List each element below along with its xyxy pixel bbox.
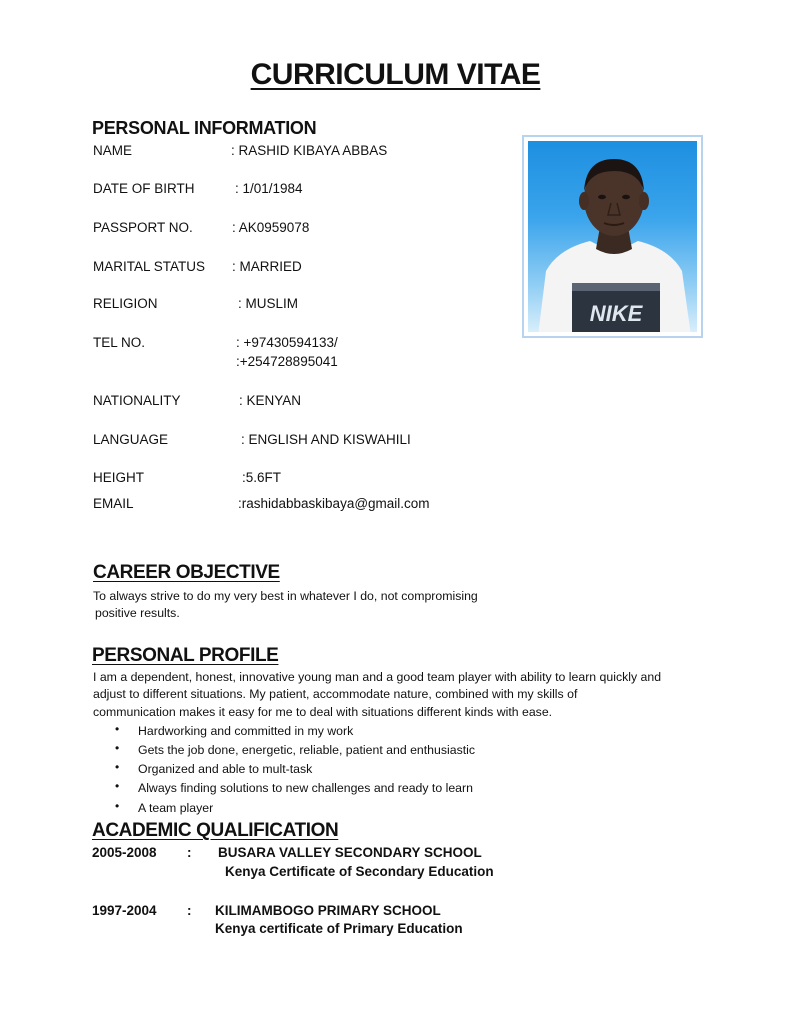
religion-label: RELIGION [93, 296, 158, 311]
profile-photo [522, 135, 703, 338]
career-objective-line-2: positive results. [95, 606, 180, 620]
name-value: : RASHID KIBAYA ABBAS [231, 143, 388, 158]
language-value: : ENGLISH AND KISWAHILI [241, 432, 411, 447]
bullet-icon: • [115, 760, 120, 774]
passport-label: PASSPORT NO. [93, 220, 193, 235]
education-certificate: Kenya certificate of Primary Education [215, 921, 463, 936]
academic-qualification-heading: ACADEMIC QUALIFICATION [92, 820, 339, 841]
passport-value: : AK0959078 [232, 220, 310, 235]
education-years: 2005-2008 [92, 845, 157, 860]
marital-status-label: MARITAL STATUS [93, 259, 206, 274]
email-value: :rashidabbaskibaya@gmail.com [238, 496, 430, 511]
height-label: HEIGHT [93, 470, 145, 485]
nationality-value: : KENYAN [239, 393, 302, 408]
education-separator: : [187, 903, 192, 918]
dob-label: DATE OF BIRTH [93, 181, 195, 196]
list-item: Organized and able to mult-task [138, 762, 313, 776]
dob-value: : 1/01/1984 [235, 181, 303, 196]
profile-line-3: communication makes it easy for me to deal with situations different kinds with ease. [93, 705, 553, 719]
nationality-label: NATIONALITY [93, 393, 181, 408]
personal-profile-heading: PERSONAL PROFILE [92, 645, 279, 666]
education-certificate: Kenya Certificate of Secondary Education [225, 864, 494, 879]
email-label: EMAIL [93, 496, 134, 511]
profile-line-2: adjust to different situations. My patient, accommodate nature, combined with my skills of [93, 687, 578, 701]
tel-label: TEL NO. [93, 335, 146, 350]
list-item: Gets the job done, energetic, reliable, patient and enthusiastic [138, 743, 476, 757]
name-label: NAME [93, 143, 133, 158]
religion-value: : MUSLIM [238, 296, 299, 311]
career-objective-heading: CAREER OBJECTIVE [93, 562, 280, 583]
language-label: LANGUAGE [93, 432, 169, 447]
marital-status-value: : MARRIED [232, 259, 302, 274]
height-value: :5.6FT [242, 470, 282, 485]
list-item: A team player [138, 801, 214, 815]
bullet-icon: • [115, 799, 120, 813]
education-school: KILIMAMBOGO PRIMARY SCHOOL [215, 903, 441, 918]
education-school: BUSARA VALLEY SECONDARY SCHOOL [218, 845, 482, 860]
personal-info-heading: PERSONAL INFORMATION [92, 118, 317, 138]
list-item: Hardworking and committed in my work [138, 724, 354, 738]
person-silhouette-icon [528, 141, 697, 332]
profile-line-1: I am a dependent, honest, innovative young man and a good team player with ability to learn quickly and [93, 670, 662, 684]
tel-value-1: : +97430594133/ [236, 335, 338, 350]
list-item: Always finding solutions to new challenges and ready to learn [138, 781, 473, 795]
bullet-icon: • [115, 741, 120, 755]
career-objective-line-1: To always strive to do my very best in whatever I do, not compromising [93, 589, 478, 603]
bullet-icon: • [115, 779, 120, 793]
tel-value-2: :+254728895041 [236, 354, 338, 369]
education-separator: : [187, 845, 192, 860]
page-title: CURRICULUM VITAE [250, 58, 541, 91]
bullet-icon: • [115, 722, 120, 736]
shirt-print-text: NIKE [589, 301, 643, 326]
education-years: 1997-2004 [92, 903, 157, 918]
